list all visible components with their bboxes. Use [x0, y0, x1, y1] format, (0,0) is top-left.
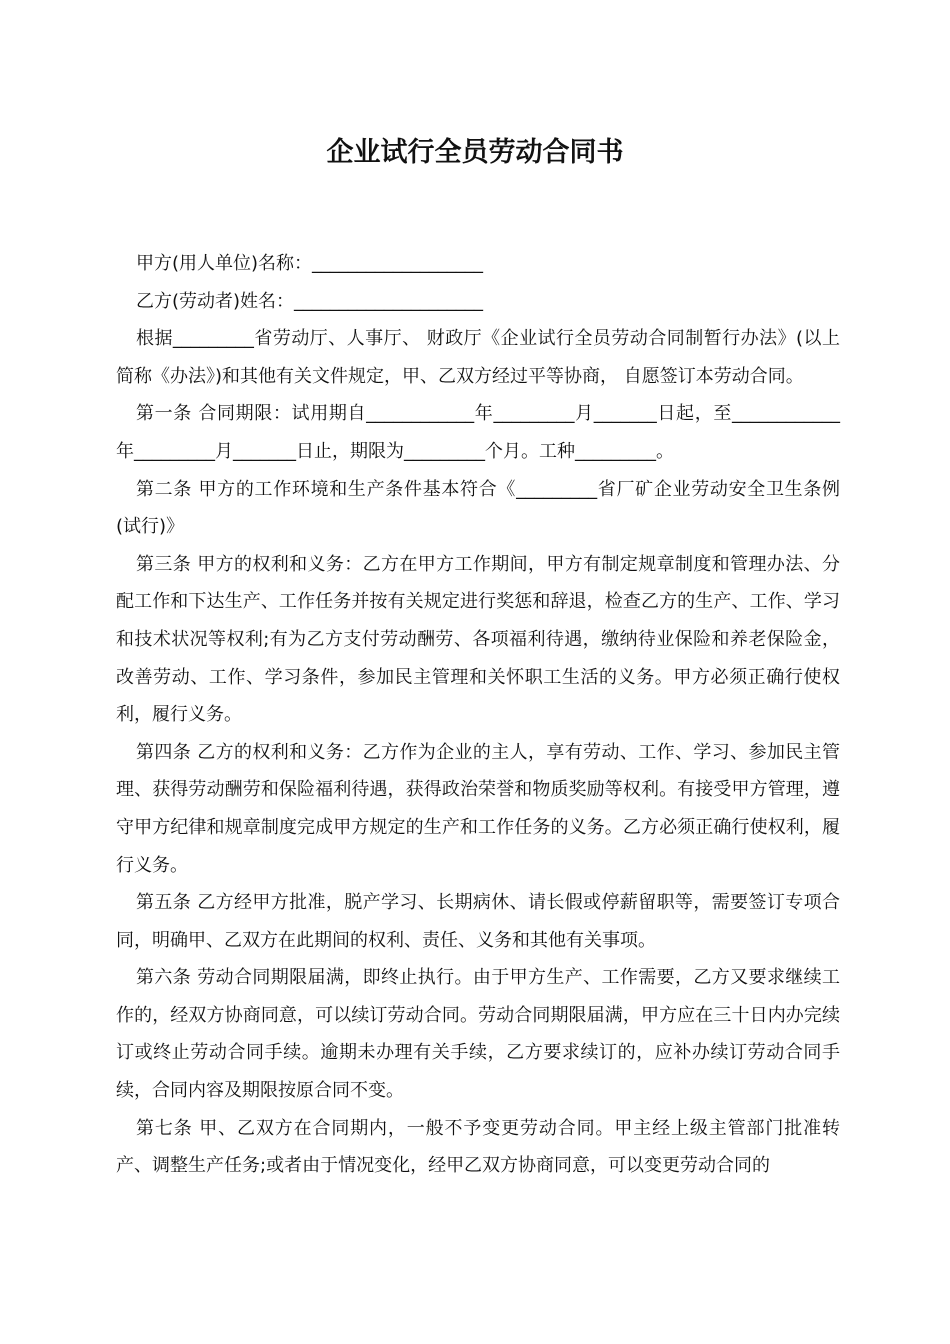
paragraph-article-6: 第六条 劳动合同期限届满，即终止执行。由于甲方生产、工作需要，乙方又要求继续工作的，经双方协商同意，可以续订劳动合同。劳动合同期限届满，甲方应在三十日内办完续订或终止劳动合同手续。逾期未办理有关手续，乙方要求续订的，应补办续订劳动合同手续，合同内容及期限按原合同不变。: [116, 967, 840, 1102]
paragraph-preamble: 根据_________省劳动厅、人事厅、 财政厅《企业试行全员劳动合同制暂行办法》(以上简称《办法》)和其他有关文件规定，甲、乙双方经过平等协商， 自愿签订本劳动合同。: [116, 328, 840, 387]
paragraph-article-7: 第七条 甲、乙双方在合同期内，一般不予变更劳动合同。甲主经上级主管部门批准转产、调整生产任务;或者由于情况变化，经甲乙双方协商同意，可以变更劳动合同的: [116, 1117, 840, 1177]
paragraph-article-3: 第三条 甲方的权利和义务：乙方在甲方工作期间，甲方有制定规章制度和管理办法、分配工作和下达生产、工作任务并按有关规定进行奖惩和辞退，检查乙方的生产、工作、学习和技术状况等权利;有为乙方支付劳动酬劳、各项福利待遇，缴纳待业保险和养老保险金，改善劳动、工作、学习条件，参加民主管理和关怀职工生活的义务。甲方必须正确行使权利，履行义务。: [116, 553, 840, 726]
document-body: [116, 245, 840, 1185]
paragraph-article-2: 第二条 甲方的工作环境和生产条件基本符合《_________省厂矿企业劳动安全卫生条例(试行)》: [116, 478, 840, 538]
paragraph-article-4: 第四条 乙方的权利和义务：乙方作为企业的主人，享有劳动、工作、学习、参加民主管理、获得劳动酬劳和保险福利待遇，获得政治荣誉和物质奖励等权利。有接受甲方管理，遵守甲方纪律和规章制度完成甲方规定的生产和工作任务的义务。乙方必须正确行使权利，履行义务。: [116, 741, 840, 876]
paragraph-party-a-name: 甲方(用人单位)名称：___________________: [136, 253, 484, 274]
paragraph-article-1: 第一条 合同期限：试用期自____________年_________月_______日起，至____________年_________月_______日止，期限为_________个月。工种_________。: [116, 403, 840, 462]
document-title: 企业试行全员劳动合同书: [326, 137, 624, 168]
paragraph-article-5: 第五条 乙方经甲方批准，脱产学习、长期病休、请长假或停薪留职等，需要签订专项合同，明确甲、乙双方在此期间的权利、责任、义务和其他有关事项。: [116, 892, 840, 951]
paragraph-party-b-name: 乙方(劳动者)姓名：_____________________: [136, 290, 484, 312]
